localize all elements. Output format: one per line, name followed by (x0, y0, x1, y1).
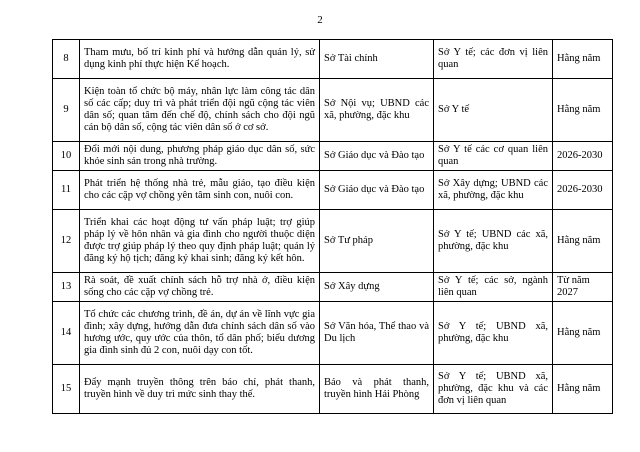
lead-agency: Sở Giáo dục và Đào tạo (320, 171, 434, 210)
timeline: 2026-2030 (553, 142, 613, 171)
task-description: Phát triển hệ thống nhà trẻ, mẫu giáo, tạo điều kiện cho các cặp vợ chồng yên tâm sinh con, nuôi con. (80, 171, 320, 210)
task-description: Rà soát, đề xuất chính sách hỗ trợ nhà ở, điều kiện sống cho các cặp vợ chồng trẻ. (80, 273, 320, 302)
task-description: Tham mưu, bố trí kinh phí và hướng dẫn quản lý, sử dụng kinh phí thực hiện Kế hoạch. (80, 40, 320, 79)
timeline: 2026-2030 (553, 171, 613, 210)
row-number: 10 (53, 142, 80, 171)
table-row (53, 40, 613, 79)
row-number: 11 (53, 171, 80, 210)
task-description: Tổ chức các chương trình, đề án, dự án về lĩnh vực gia đình; xây dựng, hướng dẫn đưa chính sách dân số vào hương ước, quy ước của thôn, tổ dân phố; biểu dương gia đình sinh đủ 2 con, nuôi dạy con tốt. (80, 302, 320, 365)
lead-agency: Sở Tài chính (320, 40, 434, 79)
coordinating-agency: Sở Y tế; UBND xã, phường, đặc khu (434, 302, 553, 365)
table-row (53, 302, 613, 365)
coordinating-agency: Sở Y tế; UBND các xã, phường, đặc khu (434, 210, 553, 273)
row-number: 8 (53, 40, 80, 79)
table-row (53, 210, 613, 273)
task-description: Đổi mới nội dung, phương pháp giáo dục dân số, sức khỏe sinh sản trong nhà trường. (80, 142, 320, 171)
timeline: Hằng năm (553, 40, 613, 79)
lead-agency: Sở Tư pháp (320, 210, 434, 273)
table-row (53, 142, 613, 171)
coordinating-agency: Sở Y tế; các sở, ngành liên quan (434, 273, 553, 302)
coordinating-agency: Sở Xây dựng; UBND các xã, phường, đặc khu (434, 171, 553, 210)
task-table (52, 39, 613, 414)
row-number: 9 (53, 79, 80, 142)
lead-agency: Sở Xây dựng (320, 273, 434, 302)
row-number: 12 (53, 210, 80, 273)
lead-agency: Báo và phát thanh, truyền hình Hải Phòng (320, 365, 434, 414)
coordinating-agency: Sở Y tế (434, 79, 553, 142)
table-row (53, 273, 613, 302)
row-number: 13 (53, 273, 80, 302)
task-description: Kiện toàn tổ chức bộ máy, nhân lực làm công tác dân số các cấp; duy trì và phát triển đội ngũ cộng tác viên dân số; quan tâm đến chế độ, chính sách cho đội ngũ cán bộ dân số, cộng tác viên dân số ở cơ sở. (80, 79, 320, 142)
lead-agency: Sở Nội vụ; UBND các xã, phường, đặc khu (320, 79, 434, 142)
table-row (53, 171, 613, 210)
lead-agency: Sở Văn hóa, Thể thao và Du lịch (320, 302, 434, 365)
timeline: Từ năm 2027 (553, 273, 613, 302)
row-number: 14 (53, 302, 80, 365)
row-number: 15 (53, 365, 80, 414)
table-row (53, 365, 613, 414)
page-number: 2 (317, 14, 323, 26)
timeline: Hằng năm (553, 210, 613, 273)
coordinating-agency: Sở Y tế; UBND xã, phường, đặc khu và các đơn vị liên quan (434, 365, 553, 414)
coordinating-agency: Sở Y tế; các đơn vị liên quan (434, 40, 553, 79)
timeline: Hằng năm (553, 365, 613, 414)
coordinating-agency: Sở Y tế các cơ quan liên quan (434, 142, 553, 171)
lead-agency: Sở Giáo dục và Đào tạo (320, 142, 434, 171)
task-description: Đẩy mạnh truyền thông trên báo chí, phát thanh, truyền hình về duy trì mức sinh thay thế. (80, 365, 320, 414)
timeline: Hằng năm (553, 79, 613, 142)
table-row (53, 79, 613, 142)
task-description: Triển khai các hoạt động tư vấn pháp luật; trợ giúp pháp lý về hôn nhân và gia đình cho người thuộc diện được trợ giúp pháp lý theo quy định pháp luật; quản lý đăng ký hộ tịch; đăng ký khai sinh; đăng ký kết hôn. (80, 210, 320, 273)
timeline: Hằng năm (553, 302, 613, 365)
